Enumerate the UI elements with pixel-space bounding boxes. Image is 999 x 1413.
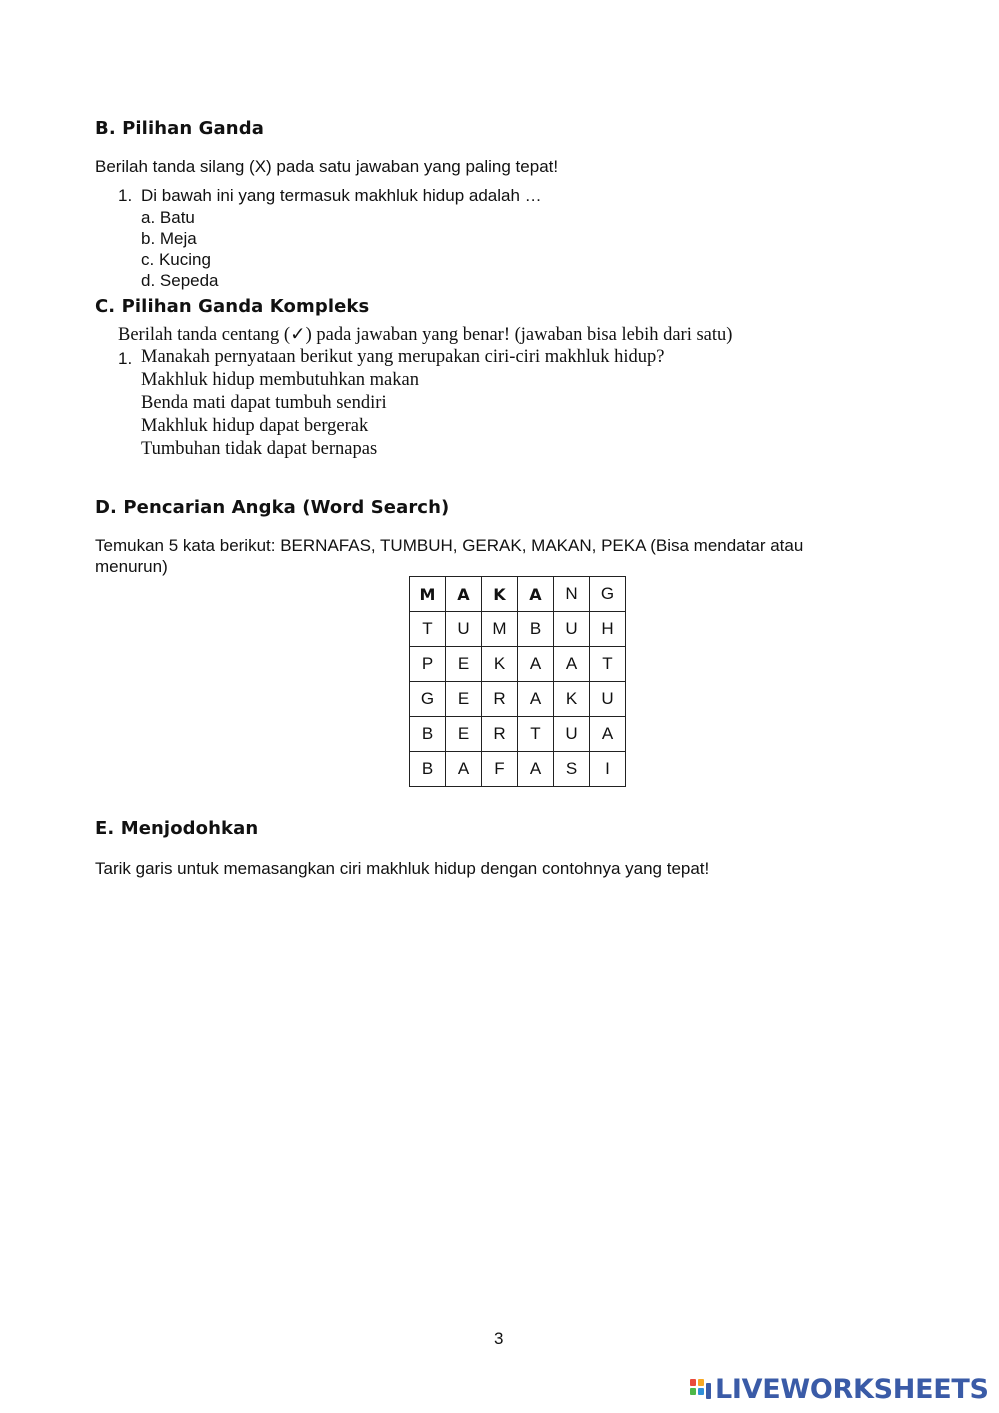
- grid-cell[interactable]: A: [518, 682, 554, 717]
- grid-row: [410, 717, 626, 752]
- section-b-title: B. Pilihan Ganda: [95, 118, 264, 139]
- grid-cell[interactable]: T: [590, 647, 626, 682]
- statement-4[interactable]: Tumbuhan tidak dapat bernapas: [141, 439, 378, 459]
- grid-cell[interactable]: H: [590, 612, 626, 647]
- page-number: 3: [494, 1329, 504, 1348]
- section-b-instruction: Berilah tanda silang (X) pada satu jawaban yang paling tepat!: [95, 157, 559, 176]
- grid-cell[interactable]: B: [518, 612, 554, 647]
- grid-cell[interactable]: T: [410, 612, 446, 647]
- section-c-title: C. Pilihan Ganda Kompleks: [95, 296, 370, 317]
- grid-cell[interactable]: E: [446, 682, 482, 717]
- grid-cell[interactable]: K: [554, 682, 590, 717]
- option-d[interactable]: d. Sepeda: [141, 271, 219, 290]
- grid-cell[interactable]: T: [518, 717, 554, 752]
- grid-cell[interactable]: U: [554, 612, 590, 647]
- grid-cell[interactable]: U: [590, 682, 626, 717]
- grid-cell[interactable]: N: [554, 577, 590, 612]
- grid-cell[interactable]: A: [554, 647, 590, 682]
- section-d-instruction-cont: menurun): [95, 557, 168, 576]
- section-e-instruction: Tarik garis untuk memasangkan ciri makhluk hidup dengan contohnya yang tepat!: [95, 859, 710, 878]
- grid-cell[interactable]: A: [518, 752, 554, 787]
- option-b[interactable]: b. Meja: [141, 229, 197, 248]
- grid-cell[interactable]: G: [590, 577, 626, 612]
- grid-cell[interactable]: K: [482, 577, 518, 612]
- grid-cell[interactable]: U: [446, 612, 482, 647]
- grid-cell[interactable]: I: [590, 752, 626, 787]
- logo-text: LIVEWORKSHEETS: [715, 1373, 989, 1405]
- grid-row: [410, 752, 626, 787]
- grid-cell[interactable]: U: [554, 717, 590, 752]
- question-number: 1.: [118, 349, 133, 368]
- option-c[interactable]: c. Kucing: [141, 250, 211, 269]
- grid-cell[interactable]: R: [482, 682, 518, 717]
- grid-cell[interactable]: P: [410, 647, 446, 682]
- grid-cell[interactable]: A: [446, 752, 482, 787]
- grid-row: [410, 612, 626, 647]
- grid-cell[interactable]: B: [410, 717, 446, 752]
- grid-cell[interactable]: A: [518, 577, 554, 612]
- grid-cell[interactable]: M: [482, 612, 518, 647]
- grid-cell[interactable]: B: [410, 752, 446, 787]
- grid-cell[interactable]: A: [446, 577, 482, 612]
- grid-cell[interactable]: G: [410, 682, 446, 717]
- grid-row: [410, 682, 626, 717]
- grid-cell[interactable]: F: [482, 752, 518, 787]
- word-search-grid: [409, 576, 626, 787]
- liveworksheets-logo[interactable]: [690, 1374, 989, 1404]
- statement-3[interactable]: Makhluk hidup dapat bergerak: [141, 416, 369, 436]
- grid-cell[interactable]: S: [554, 752, 590, 787]
- question-text: Manakah pernyataan berikut yang merupakan ciri-ciri makhluk hidup?: [141, 347, 665, 367]
- grid-row: [410, 577, 626, 612]
- grid-cell[interactable]: E: [446, 647, 482, 682]
- statement-2[interactable]: Benda mati dapat tumbuh sendiri: [141, 393, 387, 413]
- statement-1[interactable]: Makhluk hidup membutuhkan makan: [141, 370, 419, 390]
- grid-cell[interactable]: E: [446, 717, 482, 752]
- section-d-instruction: Temukan 5 kata berikut: BERNAFAS, TUMBUH, GERAK, MAKAN, PEKA (Bisa mendatar atau: [95, 536, 804, 555]
- grid-row: [410, 647, 626, 682]
- option-a[interactable]: a. Batu: [141, 208, 195, 227]
- grid-cell[interactable]: R: [482, 717, 518, 752]
- grid-cell[interactable]: A: [518, 647, 554, 682]
- question-text: Di bawah ini yang termasuk makhluk hidup adalah …: [141, 186, 542, 205]
- section-d-title: D. Pencarian Angka (Word Search): [95, 497, 450, 518]
- grid-cell[interactable]: K: [482, 647, 518, 682]
- logo-blocks-icon: [690, 1377, 712, 1401]
- grid-cell[interactable]: M: [410, 577, 446, 612]
- question-number: 1.: [118, 186, 133, 205]
- section-e-title: E. Menjodohkan: [95, 818, 259, 839]
- grid-cell[interactable]: A: [590, 717, 626, 752]
- section-c-instruction: Berilah tanda centang (✓) pada jawaban yang benar! (jawaban bisa lebih dari satu): [118, 325, 733, 345]
